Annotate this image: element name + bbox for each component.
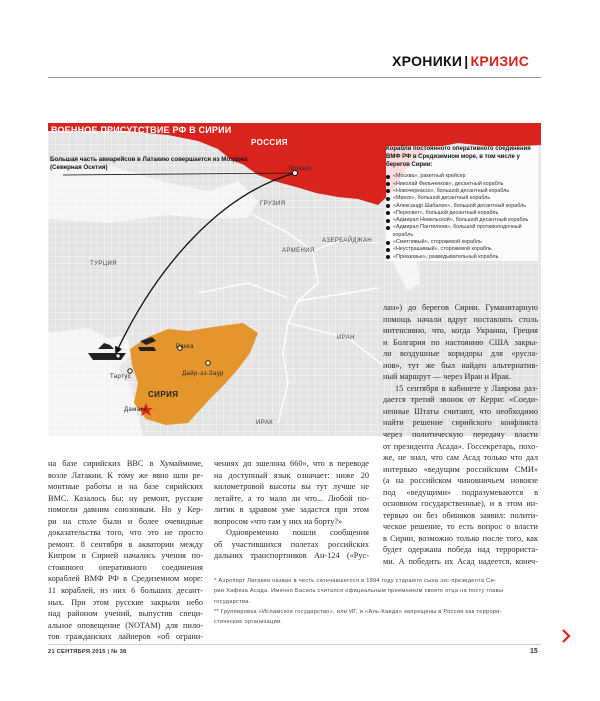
text-line: помогли давним союзникам. Но у Кер- <box>48 505 203 515</box>
text-line: же, не знал, что сам Асад только что дал <box>383 453 538 463</box>
label-syria: СИРИЯ <box>148 390 179 399</box>
article-column-2 <box>214 458 369 562</box>
fleet-item: «Пересвет», большой десантный корабль <box>386 210 538 217</box>
fleet-title: Корабли постоянного оперативного соединения ВМФ РФ в Средиземном море, в том числе у берегов Сирии: <box>386 146 531 168</box>
tartus-marker <box>128 369 132 373</box>
footnote-line: * Аэропорт Латакии назван в честь скончавшегося в 1994 году старшего сына экс-президента Си- <box>214 578 497 584</box>
label-georgia: ГРУЗИЯ <box>260 201 286 207</box>
text-line: интервью «ведущим российским СМИ» <box>383 464 538 474</box>
text-line: основном государственные), и в этом ин- <box>383 499 538 509</box>
text-line: на доступный язык означает: ниже 20 <box>214 470 369 480</box>
footnote-line: ** Группировка «Исламское государство», или ИГ, и «Аль-Каида» запрещены в России как террори- <box>214 608 502 615</box>
bullet-icon <box>386 189 390 193</box>
text-line: ненные Штаты считают, что необходимо <box>383 406 538 416</box>
fleet-item: «Неустрашимый», сторожевой корабль <box>386 246 538 253</box>
bullet-icon <box>386 204 390 208</box>
label-mozdok: Моздок <box>289 166 312 172</box>
text-line: стоянного оперативного соединения <box>48 562 203 572</box>
bullet-icon <box>386 226 390 230</box>
text-line: (а на российском чиновничьем новоязе <box>383 476 538 486</box>
text-line: ный маршрут — через Иран и Ирак. <box>383 372 512 382</box>
fleet-item: «Москва», ракетный крейсер <box>386 173 538 180</box>
bullet-icon <box>386 182 390 186</box>
map-title: ВОЕННОЕ ПРИСУТСТВИЕ РФ В СИРИИ <box>51 125 232 135</box>
text-line: через политическую передачу власти <box>383 430 538 440</box>
text-line: доказательства того, что это не просто <box>48 528 203 538</box>
text-line: над районом учений, выпустив специ- <box>48 609 203 619</box>
bullet-icon <box>386 211 390 215</box>
text-line: ми. А победить их Асад надеется, конеч- <box>383 557 538 567</box>
text-line: монтные работы и на базе сирийских <box>48 482 203 492</box>
text-line: ных. При этом русские закрыли небо <box>48 597 203 607</box>
text-line: 15 сентября в кабинете у Лаврова раз- <box>395 383 538 393</box>
text-line: ВМС. Казалось бы: ну ремонт, русские <box>48 493 203 503</box>
label-damascus: Дамаск <box>124 407 147 413</box>
label-latakia: Латакия <box>93 356 119 362</box>
label-azerbaijan: АЗЕРБАЙДЖАН <box>322 238 373 244</box>
text-line: будет одержана победа над террориста- <box>383 545 538 555</box>
label-iran: ИРАН <box>337 335 355 341</box>
label-turkey: ТУРЦИЯ <box>90 261 117 267</box>
text-line: ческое решение, то есть вопрос о власти <box>383 522 538 532</box>
text-line: найти решение сирийского конфликта <box>383 418 538 428</box>
bullet-icon <box>386 175 390 179</box>
next-page-arrow-icon[interactable] <box>560 629 572 643</box>
text-line: 11 кораблей, из них 6 больших десант- <box>48 586 203 596</box>
label-raqqa: Ракка <box>176 344 194 350</box>
text-line: и Болгария по настоянию США закры- <box>383 337 538 347</box>
header-rule <box>48 77 541 78</box>
fleet-item: «Сметливый», сторожевой корабль <box>386 239 538 246</box>
fleet-list <box>386 146 538 261</box>
text-line: ли воздушные коридоры для «русла- <box>383 349 538 359</box>
text-line: кораблей ВМФ РФ в Средиземном море: <box>48 574 203 584</box>
bullet-icon <box>386 197 390 201</box>
footnotes <box>214 576 539 627</box>
text-line: альное оповещение (NOTAM) для пило- <box>48 620 203 630</box>
text-line: помощь начали вдруг поставлять столь <box>383 314 538 324</box>
footnote-line: рии Хафеза Асада. Именно Басиль считался официальным преемником своего отца на посту главы <box>214 588 504 595</box>
article-column-3 <box>383 302 538 568</box>
bullet-icon <box>386 248 390 252</box>
issue-separator: | <box>107 649 110 655</box>
bullet-icon <box>386 255 390 259</box>
label-armenia: АРМЕНИЯ <box>282 248 315 254</box>
text-line: чениях до эшелона 660», что в переводе <box>214 459 369 468</box>
fleet-item: «Минск», большой десантный корабль <box>386 195 538 202</box>
text-line: интенсивно, что, когда Украина, Греция <box>383 326 538 336</box>
footer-rule <box>48 644 541 645</box>
text-line: лан») до берегов Сирии. Гуманитарную <box>383 303 538 312</box>
text-line: Одновременно пошли сообщения <box>226 528 369 538</box>
text-line: летайте, а то мало ли что... Любой по- <box>214 493 369 503</box>
fleet-item: «Новочеркасск», большой десантный корабль <box>386 188 538 195</box>
text-line: дальних транспортников Ан-124 («Рус- <box>214 551 369 561</box>
text-line: в Сирии, возможно только после того, как <box>383 533 538 543</box>
fleet-item: «Приазовье», разведывательный корабль <box>386 254 538 261</box>
text-line: тервью он без обиняков заявил: полити- <box>383 510 538 520</box>
page-number: 15 <box>530 648 538 655</box>
text-line: ри на столе были и более очевидные <box>48 516 203 526</box>
section-separator: | <box>464 53 469 69</box>
text-line: на базе сирийских ВВС в Хумаймиме, <box>48 459 203 468</box>
fleet-item: «Адмирал Невельской», большой десантный корабль <box>386 217 538 224</box>
footnote-line: стические организации. <box>214 619 283 626</box>
text-line: нов», тут же был найден альтернатив- <box>383 360 538 370</box>
text-line: дается третий звонок от Керри: «Соеди- <box>383 395 538 405</box>
rubric-name: КРИЗИС <box>470 53 530 69</box>
issue-info <box>48 649 126 655</box>
footnote-line: государства. <box>214 598 251 605</box>
article-column-1 <box>48 458 203 643</box>
text-line: возле Латакии. К тому же явно шли ре- <box>48 470 203 480</box>
text-line: тов гражданских лайнеров «об ограни- <box>48 632 203 642</box>
text-line: Кипром и Сирией начались учения по- <box>48 551 203 561</box>
fleet-item: «Александр Шабалин», большой десантный корабль <box>386 203 538 210</box>
label-russia: РОССИЯ <box>251 138 288 147</box>
issue-number: № 38 <box>111 649 127 655</box>
deir-marker <box>206 361 210 365</box>
label-deir-ez-zor: Дайр-эз-Заур <box>182 371 224 377</box>
section-name: ХРОНИКИ <box>392 53 463 69</box>
text-line: под «ведущими» подразумеваются в <box>383 487 538 497</box>
fleet-item: «Николай Фильченков», десантный корабль <box>386 181 538 188</box>
fleet-item: «Адмирал Пантелеев», большой противолодочный корабль <box>386 224 538 239</box>
label-iraq: ИРАК <box>256 420 274 426</box>
text-line: вопросом «что там у них на борту?» <box>214 516 343 526</box>
bullet-icon <box>386 241 390 245</box>
section-header <box>392 53 529 69</box>
bullet-icon <box>386 219 390 223</box>
text-line: от президента Асада». Госсекретарь, похо- <box>383 441 538 451</box>
text-line: об участившихся полетах российских <box>214 539 369 549</box>
text-line: ремонт. 8 сентября в акватории между <box>48 539 203 549</box>
map-callout: Большая часть авиарейсов в Латакию совершается из Моздока (Северная Осетия) <box>50 156 248 171</box>
text-line: литик в здравом уме задастся при этом <box>214 505 369 515</box>
issue-date: 21 СЕНТЯБРЯ 2015 <box>48 649 106 655</box>
text-line: километровой высоты вы тут лучше не <box>214 482 369 492</box>
label-tartus: Тартус <box>110 374 132 380</box>
